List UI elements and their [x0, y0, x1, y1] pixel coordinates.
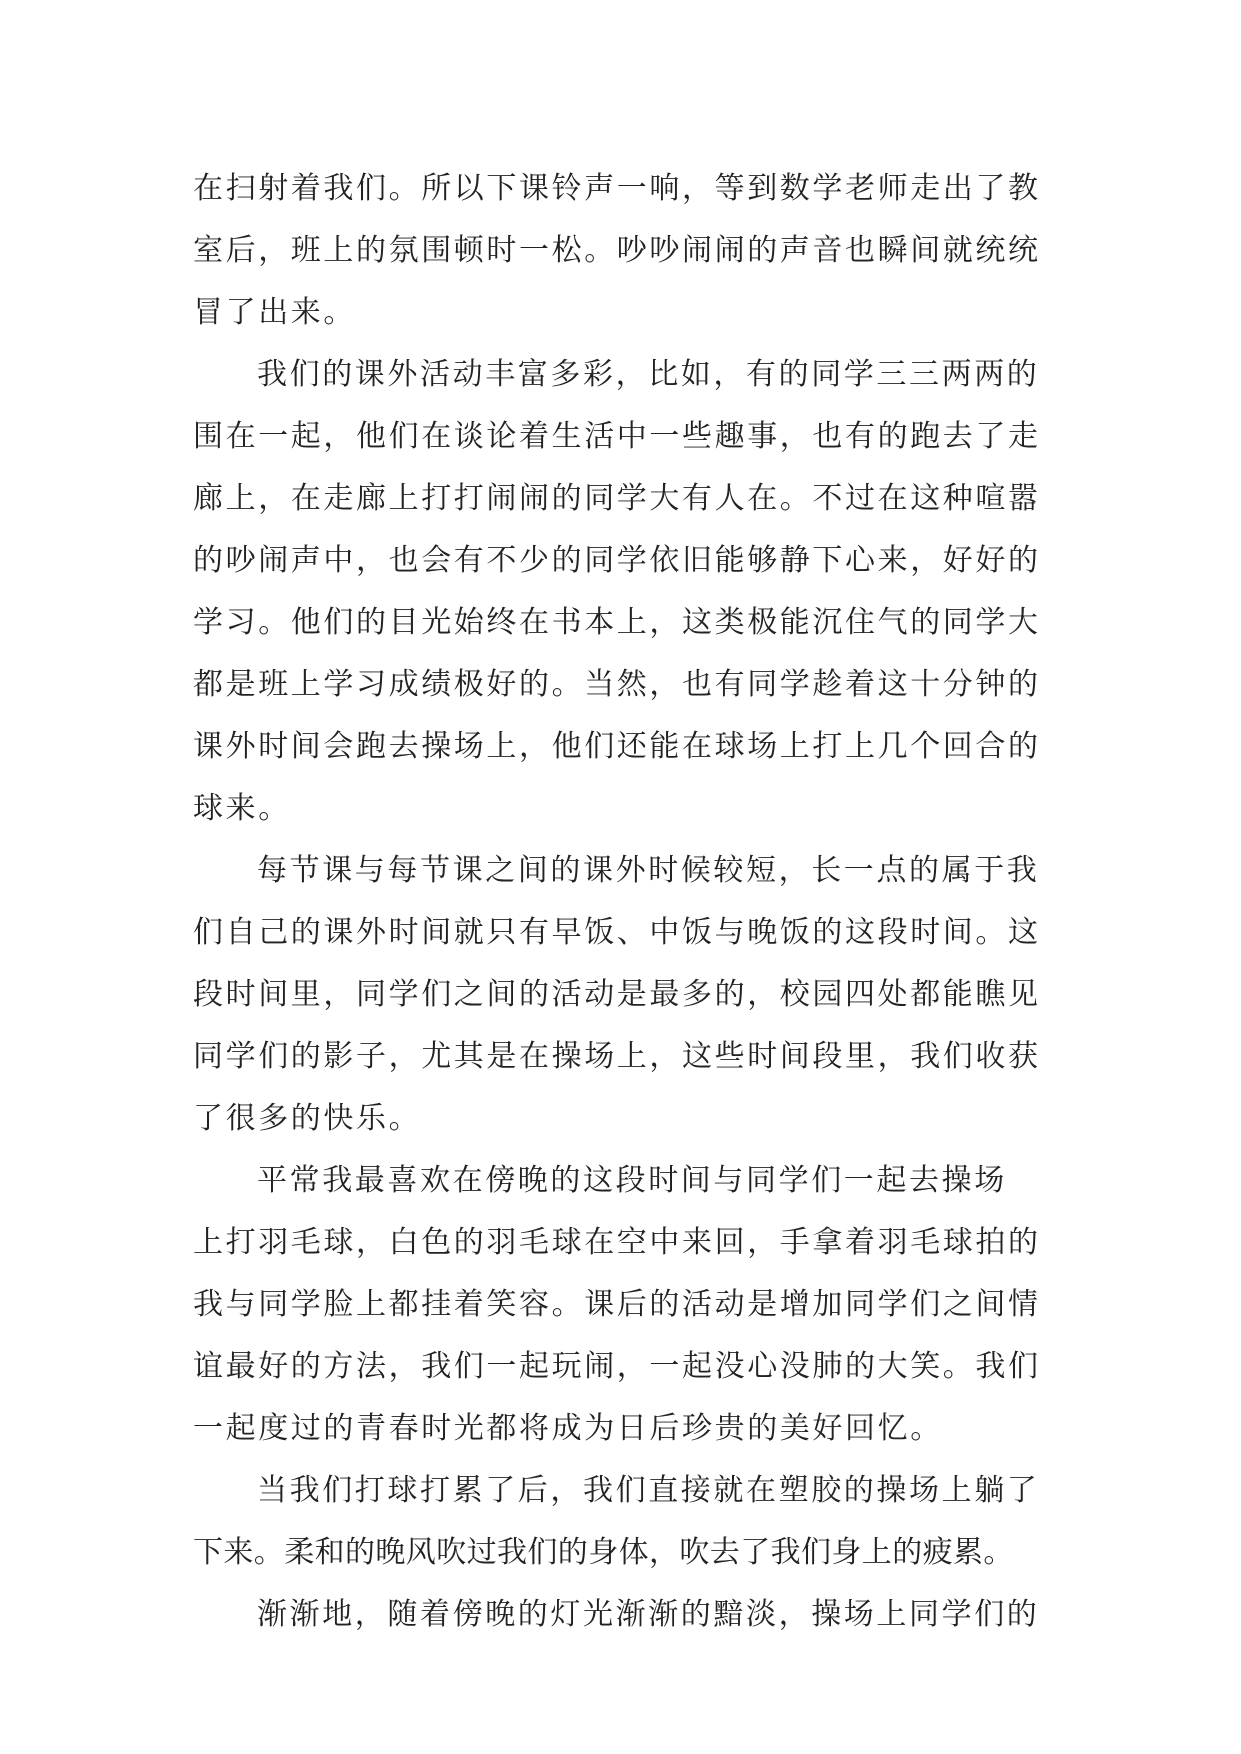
paragraph-first-line: 平常我最喜欢在傍晚的这段时间与同学们一起去操场	[257, 1163, 1007, 1198]
text-line: 们自己的课外时间就只有早饭、中饭与晚饭的这段时间。这	[193, 915, 1041, 950]
text-line: 学习。他们的目光始终在书本上，这类极能沉住气的同学大	[193, 605, 1041, 640]
text-line: 段时间里，同学们之间的活动是最多的，校园四处都能瞧见	[193, 977, 1041, 1012]
text-line: 冒了出来。	[193, 295, 356, 330]
paragraph-first-line: 渐渐地，随着傍晚的灯光渐渐的黯淡，操场上同学们的	[257, 1597, 1040, 1632]
text-line: 球来。	[193, 791, 291, 826]
text-line: 了很多的快乐。	[193, 1101, 422, 1136]
paragraph-first-line: 当我们打球打累了后，我们直接就在塑胶的操场上躺了	[257, 1473, 1040, 1508]
text-line: 课外时间会跑去操场上，他们还能在球场上打上几个回合的	[193, 729, 1041, 764]
text-line: 谊最好的方法，我们一起玩闹，一起没心没肺的大笑。我们	[193, 1349, 1041, 1384]
text-line: 围在一起，他们在谈论着生活中一些趣事，也有的跑去了走	[193, 419, 1041, 454]
text-line: 的吵闹声中，也会有不少的同学依旧能够静下心来，好好的	[193, 543, 1041, 578]
text-line: 同学们的影子，尤其是在操场上，这些时间段里，我们收获	[193, 1039, 1041, 1074]
text-line: 室后，班上的氛围顿时一松。吵吵闹闹的声音也瞬间就统统	[193, 233, 1041, 268]
text-line: 我与同学脸上都挂着笑容。课后的活动是增加同学们之间情	[193, 1287, 1041, 1322]
text-line: 廊上，在走廊上打打闹闹的同学大有人在。不过在这种喧嚣	[193, 481, 1041, 516]
text-line: 下来。柔和的晚风吹过我们的身体，吹去了我们身上的疲累。	[193, 1535, 1014, 1570]
paragraph-first-line: 我们的课外活动丰富多彩，比如，有的同学三三两两的	[257, 357, 1040, 392]
text-line: 都是班上学习成绩极好的。当然，也有同学趁着这十分钟的	[193, 667, 1041, 702]
document-body	[193, 158, 1055, 1646]
text-line: 一起度过的青春时光都将成为日后珍贵的美好回忆。	[193, 1411, 943, 1446]
paragraph-first-line: 每节课与每节课之间的课外时候较短，长一点的属于我	[257, 853, 1040, 888]
text-line: 上打羽毛球，白色的羽毛球在空中来回，手拿着羽毛球拍的	[193, 1225, 1041, 1260]
text-line: 在扫射着我们。所以下课铃声一响，等到数学老师走出了教	[193, 171, 1041, 206]
